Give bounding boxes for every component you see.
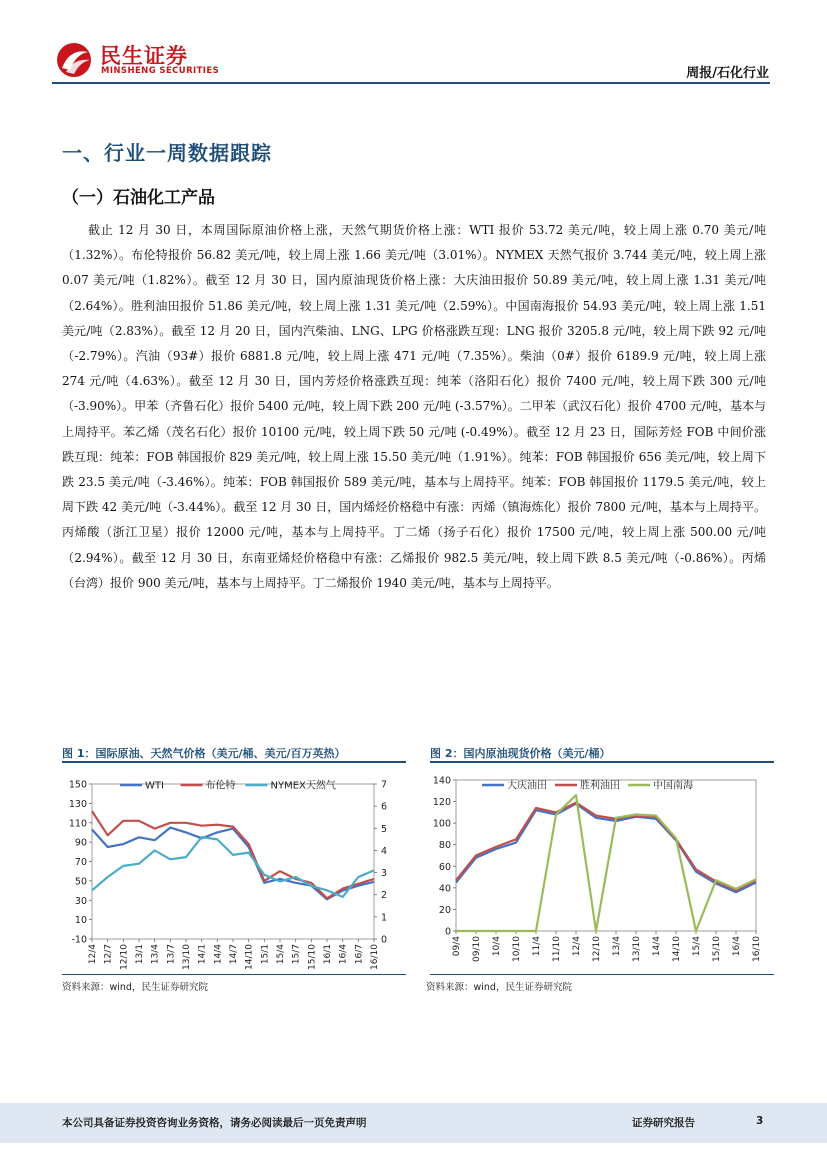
y-tick-label: 120: [432, 797, 451, 809]
y2-tick-label: 5: [381, 823, 388, 835]
x-tick-label: 16/4: [338, 944, 349, 965]
legend-label: WTI: [145, 780, 164, 792]
x-tick-label: 13/1: [135, 944, 145, 965]
y-tick-label: 40: [438, 883, 451, 895]
x-tick-label: 12/4: [88, 944, 98, 965]
figure-1-title: 图 1：国际原油、天然气价格（美元/桶、美元/百万英热）: [62, 747, 346, 760]
page-number: 3: [756, 1115, 764, 1127]
x-tick-label: 12/7: [103, 944, 114, 965]
figure-2-source: 资料来源：wind，民生证券研究院: [426, 982, 572, 993]
x-tick-label: 16/7: [354, 944, 365, 965]
series-line-NYMEX天然气: [92, 837, 374, 897]
brand-name-cn: 民生证券: [100, 44, 188, 68]
x-tick-label: 13/7: [166, 944, 177, 965]
footer-label: 证券研究报告: [632, 1117, 695, 1129]
report-type: 周报/石化行业: [686, 66, 769, 81]
legend-label: 中国南海: [653, 780, 693, 792]
x-tick-label: 14/4: [213, 944, 224, 965]
figure-2-source-rule: [430, 974, 774, 975]
chart-domestic-crude-spot: [420, 766, 774, 971]
y-tick-label: -10: [71, 934, 87, 946]
y2-tick-label: 0: [381, 934, 388, 946]
y-tick-label: 90: [74, 837, 87, 849]
figure-2-title-rule: [430, 761, 774, 763]
series-line-中国南海: [456, 795, 756, 931]
x-tick-label: 16/4: [732, 936, 742, 957]
y-tick-label: 110: [68, 818, 87, 830]
legend-label: 胜利油田: [580, 780, 620, 792]
chart-international-oil-gas: [58, 766, 408, 971]
x-tick-label: 14/4: [652, 936, 662, 957]
y2-tick-label: 2: [381, 890, 388, 902]
y-tick-label: 20: [438, 904, 451, 916]
x-tick-label: 10/4: [492, 936, 502, 957]
x-tick-label: 13/4: [150, 944, 161, 965]
x-tick-label: 11/10: [552, 936, 562, 962]
x-tick-label: 09/10: [472, 936, 482, 962]
footer-disclaimer: 本公司具备证券投资咨询业务资格，请务必阅读最后一页免责声明: [62, 1117, 367, 1129]
body-paragraph-block: [62, 218, 766, 596]
plot-frame: [92, 784, 374, 939]
x-tick-label: 13/10: [182, 944, 192, 970]
y2-tick-label: 7: [381, 779, 388, 791]
x-tick-label: 13/10: [632, 936, 642, 962]
sub-section-title: （一）石油化工产品: [62, 188, 215, 208]
section-title: 一、行业一周数据跟踪: [62, 141, 272, 165]
y-tick-label: 10: [74, 915, 87, 927]
x-tick-label: 16/10: [752, 936, 762, 962]
y-tick-label: 140: [432, 775, 451, 787]
y-tick-label: 80: [438, 840, 451, 852]
plot-frame: [456, 780, 756, 931]
y-tick-label: 50: [74, 876, 87, 888]
x-tick-label: 15/10: [307, 944, 318, 970]
x-tick-label: 13/4: [612, 936, 622, 957]
x-tick-label: 15/7: [291, 944, 302, 965]
y2-tick-label: 4: [381, 845, 388, 857]
x-tick-label: 12/10: [592, 936, 602, 962]
header-divider: [52, 82, 770, 84]
brand-name-en: MINSHENG SECURITIES: [101, 66, 220, 76]
x-tick-label: 11/4: [532, 936, 542, 957]
y-tick-label: 30: [74, 895, 87, 907]
x-tick-label: 15/1: [260, 944, 271, 965]
x-tick-label: 16/10: [370, 944, 380, 970]
y-tick-label: 60: [438, 861, 451, 873]
y-tick-label: 150: [68, 779, 87, 791]
y-tick-label: 0: [444, 926, 451, 938]
figure-1-source: 资料来源：wind，民生证券研究院: [62, 982, 208, 993]
x-tick-label: 14/7: [229, 944, 239, 965]
figure-2-title: 图 2：国内原油现货价格（美元/桶）: [430, 747, 611, 760]
figure-1-source-rule: [62, 974, 406, 975]
x-tick-label: 15/4: [692, 936, 702, 957]
y-tick-label: 100: [432, 818, 451, 830]
y2-tick-label: 3: [381, 868, 388, 880]
x-tick-label: 15/10: [712, 936, 722, 962]
x-tick-label: 12/10: [119, 944, 130, 970]
x-tick-label: 14/10: [244, 944, 255, 970]
figure-1-title-rule: [62, 761, 406, 763]
body-paragraph: 截止 12 月 30 日，本周国际原油价格上涨，天然气期货价格上涨：WTI 报价 53.72 美元/吨，较上周上涨 0.70 美元/吨（1.32%）。布伦特报价 56.82 美元/吨，较上周上涨 1.66 美元/吨（3.01%）。NYMEX 天然气报价 3.744 美元/吨，较上周上涨 0.07 美元/吨（1.82%）。截至 12 月 30 日，国内原油现货价格上涨：大庆油田报价 50.89 美元/吨，较上周上涨 1.31 美元/吨（2.64%）。胜利油田报价 51.86 美元/吨，较上周上涨 1.31 美元/吨（2.59%）。中国南海报价 54.93 美元/吨，较上周上涨 1.51 美元/吨（2.83%）。截至 12 月 20 日，国内汽柴油、LNG、LPG 价格涨跌互现：LNG 报价 3205.8 元/吨，较上周下跌 92 元/吨（-2.79%）。汽油（93#）报价 6881.8 元/吨，较上周上涨 471 元/吨（7.35%）。柴油（0#）报价 6189.9 元/吨，较上周上涨 274 元/吨（4.63%）。截至 12 月 30 日，国内芳烃价格涨跌互现：纯苯（洛阳石化）报价 7400 元/吨，较上周下跌 300 元/吨（-3.90%）。甲苯（齐鲁石化）报价 5400 元/吨，较上周下跌 200 元/吨 (-3.57%）。二甲苯（武汉石化）报价 4700 元/吨，基本与上周持平。苯乙烯（茂名石化）报价 10100 元/吨，较上周下跌 50 元/吨 (-0.49%）。截至 12 月 23 日，国际芳烃 FOB 中间价涨跌互现：纯苯：FOB 韩国报价 829 美元/吨，较上周上涨 15.50 美元/吨（1.91%）。纯苯：FOB 韩国报价 656 美元/吨，较上周下跌 23.5 美元/吨（-3.46%）。纯苯：FOB 韩国报价 589 美元/吨，基本与上周持平。纯苯：FOB 韩国报价 1179.5 美元/吨，较上周下跌 42 美元/吨（-3.44%）。截至 12 月 30 日，国内烯烃价格稳中有涨：丙烯（镇海炼化）报价 7800 元/吨，基本与上周持平。丙烯酸（浙江卫星）报价 12000 元/吨，基本与上周持平。丁二烯（扬子石化）报价 17500 元/吨，较上周上涨 500.00 元/吨（2.94%）。截至 12 月 30 日，东南亚烯烃价格稳中有涨：乙烯报价 982.5 美元/吨，较上周下跌 8.5 美元/吨（-0.86%）。丙烯（台湾）报价 900 美元/吨，基本与上周持平。丁二烯报价 1940 美元/吨，基本与上周持平。: [62, 223, 766, 590]
y-tick-label: 130: [68, 798, 87, 810]
x-tick-label: 14/10: [672, 936, 682, 962]
x-tick-label: 12/4: [572, 936, 582, 957]
x-tick-label: 09/4: [452, 936, 462, 957]
legend-label: NYMEX天然气: [270, 780, 336, 792]
x-tick-label: 14/1: [197, 944, 208, 965]
y2-tick-label: 6: [381, 801, 388, 813]
x-tick-label: 10/10: [512, 936, 522, 962]
legend-label: 大庆油田: [507, 780, 547, 792]
x-tick-label: 16/1: [323, 944, 333, 965]
legend-label: 布伦特: [205, 780, 236, 792]
y-tick-label: 70: [74, 857, 87, 868]
y2-tick-label: 1: [381, 912, 388, 924]
x-tick-label: 15/4: [276, 944, 286, 965]
